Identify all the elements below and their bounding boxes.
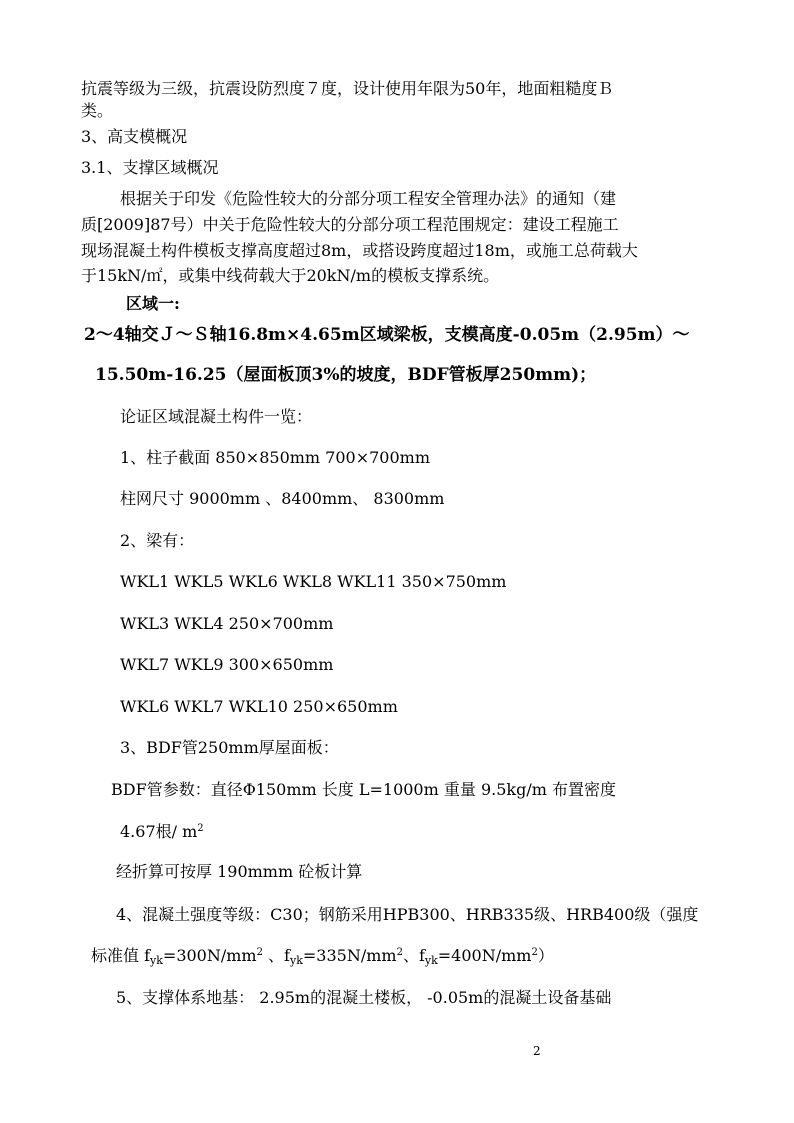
concrete-strength-line1: 4、混凝土强度等级：C30；钢筋采用HPB300、HRB335级、HRB400级（强度: [116, 905, 699, 924]
column-section-item: 1、柱子截面 850×850mm 700×700mm: [120, 448, 431, 467]
paragraph-seismic-line1: 抗震等级为三级，抗震设防烈度７度，设计使用年限为50年，地面粗糙度Ｂ: [81, 79, 614, 98]
bdf-equivalent-calc: 经折算可按厚 190mmm 砼板计算: [116, 862, 363, 881]
heading-section-3-1: 3.1、支撑区域概况: [81, 158, 219, 177]
beam-group-3: WKL7 WKL9 300×650mm: [120, 655, 334, 674]
component-list-title: 论证区域混凝土构件一览：: [120, 407, 313, 426]
bdf-slab-title: 3、BDF管250mm厚屋面板：: [120, 738, 339, 757]
column-grid-item: 柱网尺寸 9000mm 、8400mm、 8300mm: [120, 489, 445, 508]
paragraph-regulation-line1: 根据关于印发《危险性较大的分部分项工程安全管理办法》的通知（建: [120, 189, 617, 208]
concrete-strength-line2: 标准值 $f_{yk}=300N/mm^2$ 、$f_{yk}=335N/mm^2$、$f_{yk}=400N/mm^2$）: [91, 946, 554, 967]
beam-group-1: WKL1 WKL5 WKL6 WKL8 WKL11 350×750mm: [120, 572, 507, 591]
bdf-density: 4.67根/ $m^2$: [120, 822, 204, 841]
region-description-line1: 2～4轴交Ｊ～Ｓ轴16.8m×4.65m区域梁板，支模高度-0.05m（2.95m）～: [84, 325, 690, 345]
page-number: 2: [533, 1044, 541, 1058]
beam-group-4: WKL6 WKL7 WKL10 250×650mm: [120, 697, 398, 716]
support-foundation: 5、支撑体系地基： 2.95m的混凝土楼板， -0.05m的混凝土设备基础: [116, 988, 612, 1007]
heading-section-3: 3、高支模概况: [81, 127, 188, 146]
paragraph-regulation-line2: 质[2009]87号）中关于危险性较大的分部分项工程范围规定：建设工程施工: [81, 215, 619, 234]
paragraph-seismic-line2: 类。: [81, 101, 114, 120]
beams-title: 2、梁有：: [120, 531, 195, 550]
bdf-parameters: BDF管参数：直径Φ150mm 长度 L=1000m 重量 9.5kg/m 布置密度: [111, 780, 616, 799]
region-label: 区域一:: [126, 294, 180, 313]
region-description-line2: 15.50m-16.25（屋面板顶3%的坡度，BDF管板厚250mm)；: [95, 365, 597, 385]
paragraph-regulation-line3: 现场混凝土构件模板支撑高度超过8m，或搭设跨度超过18m，或施工总荷载大: [81, 241, 638, 260]
beam-group-2: WKL3 WKL4 250×700mm: [120, 614, 334, 633]
paragraph-regulation-line4: 于15kN/㎡，或集中线荷载大于20kN/m的模板支撑系统。: [81, 266, 500, 285]
